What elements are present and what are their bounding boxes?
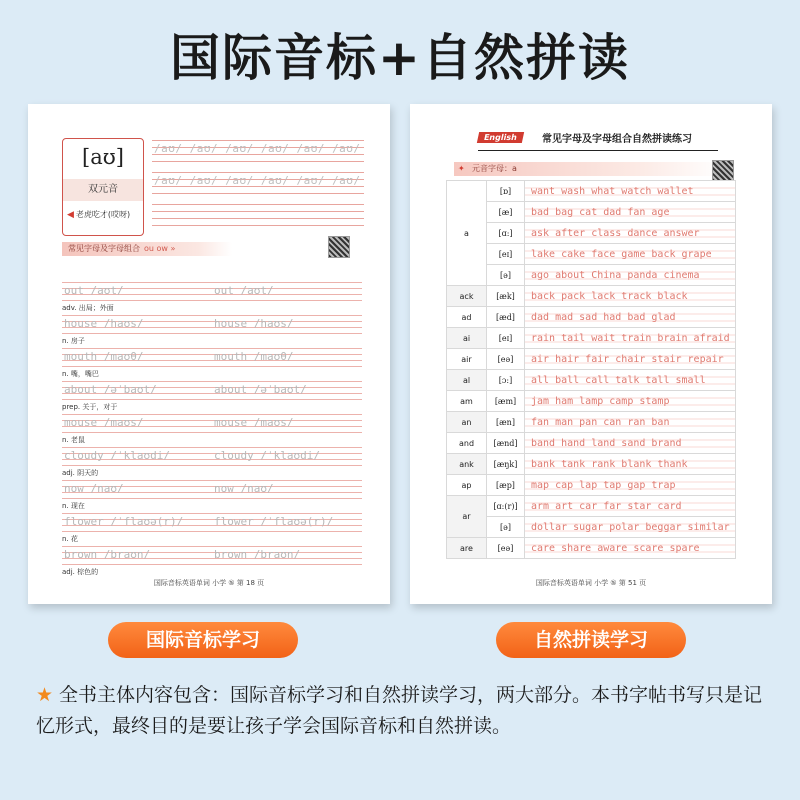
example-words: ago about China panda cinema [525,265,736,286]
table-row [447,538,736,559]
entry-row [62,336,362,369]
letter-group: ai [447,328,487,349]
letter-group: air [447,349,487,370]
table-row [447,328,736,349]
phonetic-cell: [eɪ] [487,328,525,349]
letter-group: are [447,538,487,559]
qr-code-icon [328,236,350,258]
entry-word: brown /braʊn/ [64,548,151,561]
star-icon: ★ [36,684,54,706]
page-heading: 常见字母及字母组合自然拼读练习 [542,134,692,145]
entry-gloss: n. 房子 [62,337,85,345]
phonetic-cell: [eɪ] [487,244,525,265]
star-icon: ✦ [458,164,465,173]
phonetic-cell: [ɒ] [487,181,525,202]
phonetic-cell: [æn] [487,412,525,433]
phonetic-cell: [ænd] [487,433,525,454]
entry-word: now /naʊ/ [64,482,124,495]
page-footer: 国际音标英语单词 小学 ⑤ 第 18 页 [153,579,265,587]
letter-group: and [447,433,487,454]
table-row [447,244,736,265]
vowel-bar: ✦ 元音字母：a [454,162,724,176]
page-header [478,130,718,148]
phonetic-cell: [ɑ:(r)] [487,496,525,517]
example-words: jam ham lamp camp stamp [525,391,736,412]
english-tag: English [477,132,524,143]
label-phonics: 自然拼读学习 [496,622,686,658]
table-row [447,370,736,391]
entry-gloss: n. 花 [62,535,78,543]
entry-word: mouse /maʊs/ [64,416,144,429]
phonetic-symbol: [aʊ] [82,145,124,169]
letter-group: an [447,412,487,433]
example-words: dad mad sad had bad glad [525,307,736,328]
entry-row [62,369,362,402]
table-row [447,475,736,496]
table-row [447,433,736,454]
speaker-icon: ◀ [67,210,74,220]
letter-group: a [447,181,487,286]
entry-row [62,534,362,567]
entry-gloss: n. 嘴，嘴巴 [62,370,99,378]
entry-gloss: adj. 棕色的 [62,568,99,576]
example-words: bad bag cat dad fan age [525,202,736,223]
phonetic-cell: [eə] [487,349,525,370]
table-row [447,307,736,328]
entry-word-trace: cloudy /ˈklaʊdi/ [214,449,320,462]
example-words: care share aware scare spare [525,538,736,559]
entry-word-trace: now /naʊ/ [214,482,274,495]
practice-line: /aʊ/ /aʊ/ /aʊ/ /aʊ/ /aʊ/ /aʊ/ [152,140,364,162]
phonetic-cell: [ɔ:] [487,370,525,391]
phonetic-cell: [æp] [487,475,525,496]
entry-row [62,402,362,435]
example-words: map cap lap tap gap trap [525,475,736,496]
entry-row [62,270,362,303]
example-words: lake cake face game back grape [525,244,736,265]
phonetic-mnemonic [67,209,130,220]
practice-line-empty [152,204,364,226]
table-row [447,454,736,475]
phonetic-type: 双元音 [63,179,143,201]
entry-word-trace: house /haʊs/ [214,317,294,330]
example-words: arm art car far star card [525,496,736,517]
example-words: want wash what watch wallet [525,181,736,202]
section-bar: 常见字母及字母组合 ou ow » [62,242,232,256]
entry-word-trace: out /aʊt/ [214,284,274,297]
entry-gloss: n. 现在 [62,502,85,510]
entry-word-trace: mouse /maʊs/ [214,416,294,429]
table-row [447,391,736,412]
example-words: rain tail wait train brain afraid [525,328,736,349]
example-words: air hair fair chair stair repair [525,349,736,370]
entry-word: out /aʊt/ [64,284,124,297]
letter-group: ap [447,475,487,496]
example-words: ask after class dance answer [525,223,736,244]
table-row [447,202,736,223]
example-words: bank tank rank blank thank [525,454,736,475]
entry-word: cloudy /ˈklaʊdi/ [64,449,170,462]
entry-gloss: n. 老鼠 [62,436,85,444]
divider [478,150,718,151]
phonetic-cell: [æ] [487,202,525,223]
table-row [447,181,736,202]
table-row [447,412,736,433]
entry-row [62,303,362,336]
page-international-phonetics [28,104,390,604]
entry-row [62,435,362,468]
letter-group: al [447,370,487,391]
table-row [447,349,736,370]
table-row [447,223,736,244]
phonics-table [446,180,736,559]
entry-word-trace: about /əˈbaʊt/ [214,383,307,396]
qr-code-icon [712,160,734,182]
example-words: band hand land sand brand [525,433,736,454]
mnemonic-text: 老虎吃才(哎呀) [75,210,131,219]
phonetic-cell: [æk] [487,286,525,307]
table-row [447,517,736,538]
page-phonics [410,104,772,604]
entry-word: about /əˈbaʊt/ [64,383,157,396]
description-text: 全书主体内容包含：国际音标学习和自然拼读学习，两大部分。本书字帖书写只是记忆形式，最终目的是要让孩子学会国际音标和自然拼读。 [36,684,763,737]
phonetic-cell: [eə] [487,538,525,559]
practice-line: /aʊ/ /aʊ/ /aʊ/ /aʊ/ /aʊ/ /aʊ/ [152,172,364,194]
example-words: fan man pan can ran ban [525,412,736,433]
phonetic-cell: [æd] [487,307,525,328]
table-row [447,286,736,307]
example-words: all ball call talk tall small [525,370,736,391]
table-row [447,265,736,286]
letter-group: ank [447,454,487,475]
letter-group: am [447,391,487,412]
page-footer: 国际音标英语单词 小学 ⑤ 第 51 页 [535,579,647,587]
letter-group: ar [447,496,487,538]
entry-word: mouth /maʊθ/ [64,350,144,363]
example-words: dollar sugar polar beggar similar [525,517,736,538]
phonetic-cell: [æm] [487,391,525,412]
example-words: back pack lack track black [525,286,736,307]
entry-word-trace: brown /braʊn/ [214,548,301,561]
label-international-phonetics: 国际音标学习 [108,622,298,658]
entry-word-trace: mouth /maʊθ/ [214,350,294,363]
phonetic-cell: [æŋk] [487,454,525,475]
letter-group: ack [447,286,487,307]
phonetic-card [62,138,144,236]
entry-word: flower /ˈflaʊə(r)/ [64,515,184,528]
entry-word-trace: flower /ˈflaʊə(r)/ [214,515,334,528]
entry-word: house /haʊs/ [64,317,144,330]
phonetic-cell: [ə] [487,265,525,286]
entry-gloss: prep. 关于，对于 [62,403,118,411]
entry-row [62,468,362,501]
entry-gloss: adj. 阴天的 [62,469,99,477]
table-row [447,496,736,517]
entry-gloss: adv. 出局；外面 [62,304,114,312]
letter-group: ad [447,307,487,328]
entry-row [62,501,362,534]
phonetic-cell: [ə] [487,517,525,538]
main-title: 国际音标+自然拼读 [170,29,630,87]
phonetic-cell: [ɑ:] [487,223,525,244]
description [36,680,766,742]
